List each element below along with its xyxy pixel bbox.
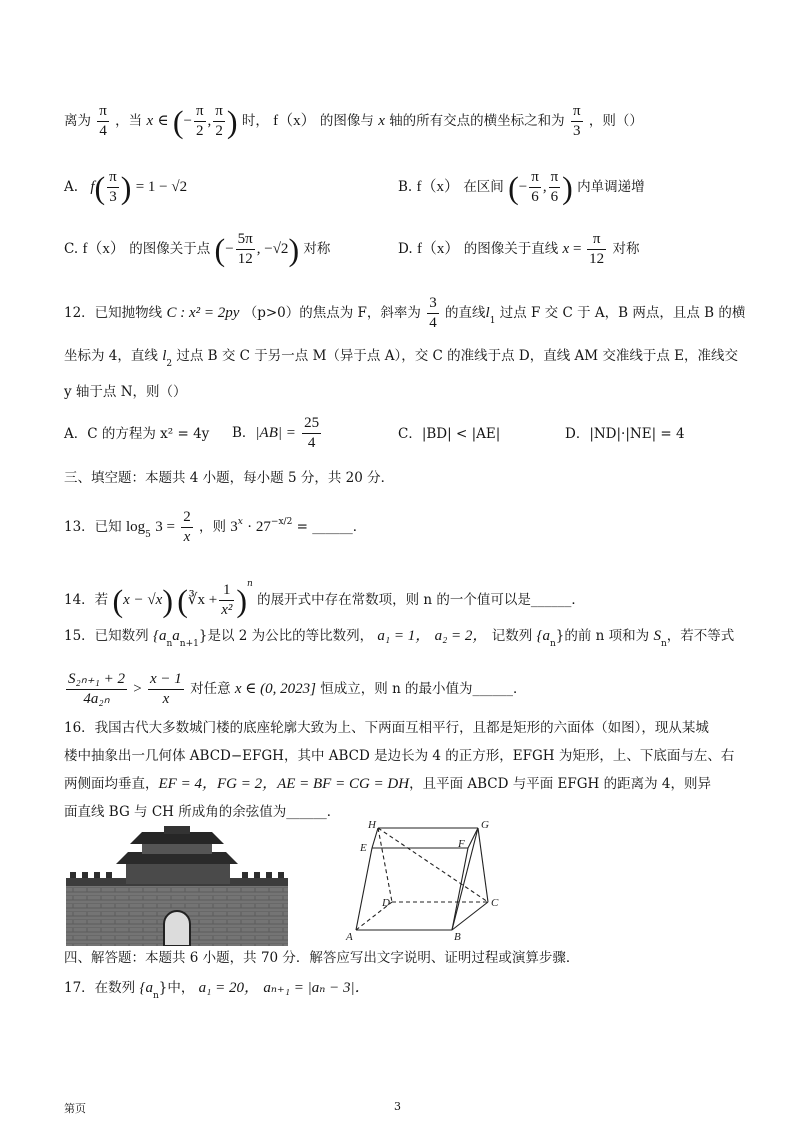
q15-line-2: $\frac{\text{S₂ₙ₊₁ + 2}}{\text{4a₂ₙ}}$ > $\frac{x - 1}{x}$ 对任意 x ∈ (0, 2023] 恒成立，则 n 的最小值为______． bbox=[68, 671, 527, 707]
fx: f（x） bbox=[273, 113, 316, 129]
q16-line-3: 两侧面均垂直，EF = 4，FG = 2，AE = BF = CG = DH，且平面 ABCD 与平面 EFGH 的距离为 4，则异 bbox=[64, 776, 711, 792]
edge-GC bbox=[478, 828, 488, 902]
edge-HE bbox=[372, 828, 378, 848]
section-4-heading: 四、解答题：本题共 6 小题，共 70 分．解答应写出文字说明、证明过程或演算步骤． bbox=[64, 950, 580, 966]
q11-stem: 离为 $\frac{\pi}{4}$ ，当 x ∈ (− $\frac{\pi}{2}$ , $\frac{\pi}{2}$ ) 时， f（x） 的图像与 x 轴的所有交点的横坐标之和为 $\frac{\pi}{3}$ ，则（） bbox=[64, 103, 643, 140]
q11-text: 轴的所有交点的横坐标之和为 bbox=[389, 113, 565, 129]
q11-option-c: C. f（x） 的图像关于点 (− $\frac{5\pi}{12}$ , −√2) 对称 bbox=[64, 231, 331, 268]
label-F: F bbox=[458, 838, 465, 850]
geometry-figure bbox=[340, 818, 510, 944]
label-D: D bbox=[382, 897, 390, 909]
q11-option-b: B. f（x） 在区间 (− $\frac{\pi}{6}$ , $\frac{\pi}{6}$ ) 内单调递增 bbox=[398, 169, 645, 206]
q12-option-c: C．|BD| < |AE| bbox=[398, 426, 501, 442]
q12-option-b: B．|AB| = $\frac{25}{4}$ bbox=[232, 415, 320, 451]
q16-line-1: 16．我国古代大多数城门楼的底座轮廓大致为上、下两面互相平行，且都是矩形的六面体（如图），现从某城 bbox=[64, 720, 709, 736]
label-A: A bbox=[346, 931, 353, 943]
slope-fraction: $\frac{3}{4}$ bbox=[429, 295, 437, 331]
q11-text: 离为 bbox=[64, 113, 91, 129]
q16-line-2: 楼中抽象出一几何体 ABCD−EFGH，其中 ABCD 是边长为 4 的正方形，EFGH 为矩形，上、下底面与左、右 bbox=[64, 748, 735, 764]
label-E: E bbox=[360, 842, 367, 854]
segment-BG bbox=[452, 828, 478, 930]
q12-line-1: 12．已知抛物线 C : x² = 2py （p>0）的焦点为 F，斜率为 $\frac{3}{4}$ 的直线$l_1$ 过点 F 交 C 于 A，B 两点，且点 B 的横 bbox=[64, 295, 746, 331]
paren-open: ( bbox=[172, 103, 184, 140]
q11-text: ，则（） bbox=[588, 113, 643, 129]
fraction: $\frac{\pi}{2}$ bbox=[215, 103, 223, 139]
city-gate-photo bbox=[66, 824, 288, 946]
q11-option-a: A. f( $\frac{\pi}{3}$ ) = 1 − √2 bbox=[64, 169, 188, 206]
paren-close: ) bbox=[226, 103, 238, 140]
q11-option-d: D. f（x） 的图像关于直线 x = $\frac{\pi}{12}$ 对称 bbox=[398, 231, 640, 267]
fraction: $\frac{\pi}{2}$ bbox=[195, 103, 204, 139]
q12-option-d: D．|ND|·|NE| = 4 bbox=[565, 426, 685, 442]
label-C: C bbox=[491, 897, 499, 909]
var-x: x bbox=[146, 113, 154, 129]
label-H: H bbox=[368, 819, 376, 831]
section-3-heading: 三、填空题：本题共 4 小题，每小题 5 分，共 20 分． bbox=[64, 470, 395, 486]
segment-CH bbox=[378, 828, 488, 902]
label-B: B bbox=[454, 931, 461, 943]
q14: 14．若 (x − √x) (∛x + $\frac{1}{\text{x²}}$ )$^n$ 的展开式中存在常数项，则 n 的一个值可以是______． bbox=[64, 579, 585, 619]
parabola-equation: C : x² = 2py bbox=[166, 305, 240, 321]
edge-FB bbox=[452, 848, 468, 930]
q13: 13．已知 $\log_5 3$ = $\frac{2}{x}$ ，则 $3^x \cdot 27^{-x/2}$ = ______． bbox=[64, 509, 367, 545]
var-x: x bbox=[378, 113, 385, 129]
q16-line-4: 面直线 BG 与 CH 所成角的余弦值为______． bbox=[64, 804, 341, 820]
footer-page-label: 第页 bbox=[64, 1102, 86, 1115]
edge-HD bbox=[378, 828, 392, 902]
q17: 17．在数列 $\{a_n\}$中， a₁ = 20， aₙ₊₁ = |aₙ − 3|． bbox=[64, 980, 370, 1001]
q15-line-1: 15．已知数列 $\{a_na_{n+1}\}$是以 2 为公比的等比数列， a₁ = 1， a₂ = 2， 记数列 $\{a_n\}$的前 n 项和为 $S_n$，若不等式 bbox=[64, 628, 735, 649]
q12-line-2: 坐标为 4，直线 $l_2$ 过点 B 交 C 于另一点 M（异于点 A），交 C 的准线于点 D，直线 AM 交准线于点 E，准线交 bbox=[64, 348, 739, 369]
q11-text: 时， bbox=[241, 113, 269, 129]
edge-EA bbox=[356, 848, 372, 930]
label-G: G bbox=[481, 819, 489, 831]
q12-option-a: A．C 的方程为 x² = 4y bbox=[64, 426, 210, 442]
in-symbol: ∈ bbox=[157, 113, 169, 129]
q11-text: 的图像与 bbox=[319, 113, 374, 129]
q12-line-3: y 轴于点 N，则（） bbox=[64, 384, 187, 400]
edge-BC bbox=[452, 902, 488, 930]
fraction-pi-over-3: $\frac{\pi}{3}$ bbox=[572, 103, 581, 139]
edge-GF bbox=[468, 828, 478, 848]
q11-text: ，当 bbox=[115, 113, 143, 129]
footer-page-number: 3 bbox=[394, 1100, 401, 1113]
fraction-pi-over-4: $\frac{\pi}{4}$ bbox=[99, 103, 107, 139]
